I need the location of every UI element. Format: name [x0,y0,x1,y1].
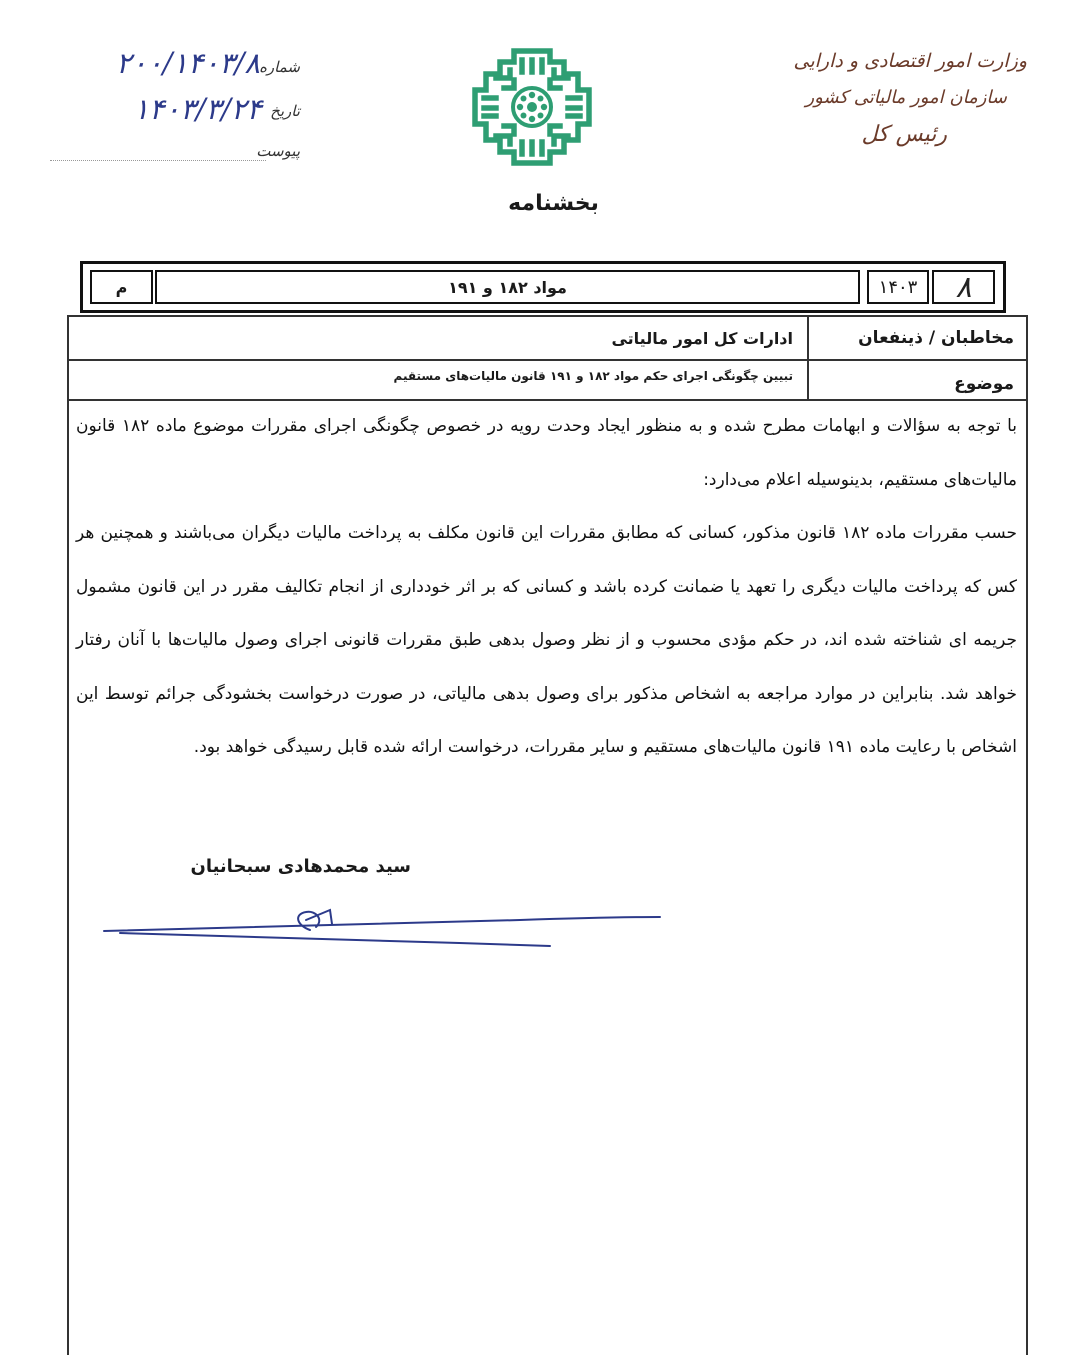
attachment-dotted-line [50,160,266,161]
circular-number: ۸ [932,270,995,304]
circular-year: ۱۴۰۳ [867,270,929,304]
date-label: تاریخ [270,102,300,120]
body-paragraph-intro: با توجه به سؤالات و ابهامات مطرح شده و به منظور ایجاد وحدت رویه در خصوص چگونگی اجرای مقررات موضوع ماده ۱۸۲ قانون مالیات‌های مستقیم، بدینوسیله اعلام می‌دارد: [76,416,1017,490]
attachment-label: پیوست [256,142,300,160]
subject-label: موضوع [807,359,1026,399]
subject-row [69,359,1026,401]
date-value: ۱۴۰۳/۳/۲۴ [133,92,262,126]
circular-body-text [76,400,1017,775]
reference-number-row [40,44,300,88]
tax-organization-logo-icon [472,48,592,166]
audience-label: مخاطبان / ذینفعان [807,317,1026,359]
number-label: شماره [259,58,300,76]
circular-number-strip [80,261,1006,313]
ministry-name: وزارت امور اقتصادی و دارایی [793,50,1027,72]
reference-block [40,44,300,176]
body-paragraph-main: حسب مقررات ماده ۱۸۲ قانون مذکور، کسانی که مطابق مقررات این قانون مکلف به پرداخت مالیات دیگران می‌باشند و همچنین هر کس که پرداخت مالیات دیگری را تعهد یا ضمانت کرده باشد و کسانی که بر اثر خودداری از انجام تکالیف مقرر در این قانون مشمول جریمه ای شناخته شده اند، در حکم مؤدی محسوب و از نظر وصول بدهی طبق مقررات قانونی اجرای وصول مالیات‌ها با آنان رفتار خواهد شد. بنابراین در موارد مراجعه به اشخاص مذکور برای وصول بدهی مالیاتی، در صورت درخواست بخشودگی جرائم توسط این اشخاص با رعایت ماده ۱۹۱ قانون مالیات‌های مستقیم و سایر مقررات، درخواست ارائه شده قابل رسیدگی خواهد بود. [76,523,1017,757]
audience-row [69,317,1026,361]
attachment-row [40,132,300,176]
signer-name: سید محمدهادی سبحانیان [190,856,411,877]
office-title: رئیس کل [861,122,947,148]
number-value: ۲۰۰/۱۴۰۳/۸ [115,46,260,80]
circular-type-code: م [90,270,153,304]
subject-value: تبیین چگونگی اجرای حکم مواد ۱۸۲ و ۱۹۱ قانون مالیات‌های مستقیم [393,369,793,383]
circular-title: مواد ۱۸۲ و ۱۹۱ [155,270,860,304]
handwritten-signature-icon [100,900,670,960]
letterhead [767,50,1027,149]
document-heading: بخشنامه [508,191,599,216]
date-row [40,88,300,132]
audience-value: ادارات کل امور مالیاتی [611,328,793,348]
organization-name: سازمان امور مالیاتی کشور [805,86,1007,108]
